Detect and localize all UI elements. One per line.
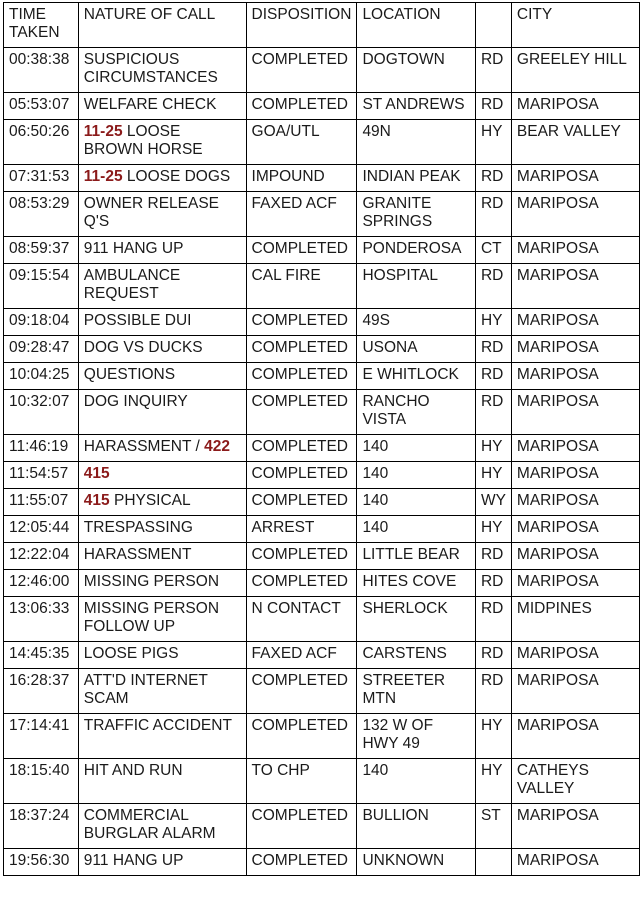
table-row — [4, 120, 640, 165]
header-nature-of-call: NATURE OF CALL — [78, 3, 246, 48]
table-row — [4, 93, 640, 120]
city-cell: MARIPOSA — [511, 165, 639, 192]
nature-text: COMMERCIAL BURGLAR ALARM — [83, 807, 216, 842]
time-taken-cell: 13:06:33 — [4, 597, 79, 642]
location-cell: 132 W OF HWY 49 — [357, 714, 476, 759]
table-row — [4, 48, 640, 93]
nature-text: HIT AND RUN — [83, 762, 183, 779]
nature-text: HARASSMENT / — [83, 438, 205, 455]
time-taken-cell: 12:46:00 — [4, 570, 79, 597]
road-type-cell: RD — [475, 570, 511, 597]
time-taken-cell: 18:15:40 — [4, 759, 79, 804]
city-cell: GREELEY HILL — [511, 48, 639, 93]
nature-text: POSSIBLE DUI — [83, 312, 192, 329]
location-cell: RANCHO VISTA — [357, 390, 476, 435]
call-code: 415 — [83, 465, 110, 482]
table-row — [4, 336, 640, 363]
nature-text: HARASSMENT — [83, 546, 192, 563]
location-cell: SHERLOCK — [357, 597, 476, 642]
location-cell: HITES COVE — [357, 570, 476, 597]
city-cell: MARIPOSA — [511, 363, 639, 390]
location-cell: LITTLE BEAR — [357, 543, 476, 570]
city-cell: MARIPOSA — [511, 570, 639, 597]
table-row — [4, 669, 640, 714]
time-taken-cell: 11:55:07 — [4, 489, 79, 516]
time-taken-cell: 09:28:47 — [4, 336, 79, 363]
table-row — [4, 264, 640, 309]
nature-of-call-cell — [78, 804, 246, 849]
header-road-type — [475, 3, 511, 48]
location-cell: USONA — [357, 336, 476, 363]
nature-of-call-cell — [78, 516, 246, 543]
disposition-cell: COMPLETED — [246, 462, 357, 489]
table-row — [4, 489, 640, 516]
time-taken-cell: 00:38:38 — [4, 48, 79, 93]
road-type-cell: WY — [475, 489, 511, 516]
road-type-cell: HY — [475, 516, 511, 543]
nature-of-call-cell — [78, 489, 246, 516]
call-code: 415 — [83, 492, 110, 509]
table-row — [4, 804, 640, 849]
table-row — [4, 192, 640, 237]
nature-text: DOG VS DUCKS — [83, 339, 203, 356]
table-row — [4, 390, 640, 435]
time-taken-cell: 07:31:53 — [4, 165, 79, 192]
nature-of-call-cell — [78, 93, 246, 120]
table-row — [4, 570, 640, 597]
nature-text: PHYSICAL — [109, 492, 191, 509]
disposition-cell: COMPLETED — [246, 669, 357, 714]
disposition-cell: COMPLETED — [246, 336, 357, 363]
nature-text: AMBULANCE REQUEST — [83, 267, 185, 302]
nature-of-call-cell — [78, 120, 246, 165]
time-taken-cell: 10:04:25 — [4, 363, 79, 390]
disposition-cell: TO CHP — [246, 759, 357, 804]
table-row — [4, 462, 640, 489]
location-cell: 140 — [357, 759, 476, 804]
table-row — [4, 363, 640, 390]
nature-of-call-cell — [78, 363, 246, 390]
nature-of-call-cell — [78, 642, 246, 669]
nature-of-call-cell — [78, 462, 246, 489]
time-taken-cell: 05:53:07 — [4, 93, 79, 120]
city-cell: MARIPOSA — [511, 462, 639, 489]
nature-of-call-cell — [78, 570, 246, 597]
disposition-cell: CAL FIRE — [246, 264, 357, 309]
table-row — [4, 642, 640, 669]
disposition-cell: COMPLETED — [246, 570, 357, 597]
location-cell: 140 — [357, 462, 476, 489]
road-type-cell: RD — [475, 48, 511, 93]
call-code: 11-25 — [83, 168, 123, 185]
table-row — [4, 237, 640, 264]
nature-text: LOOSE DOGS — [122, 168, 231, 185]
nature-of-call-cell — [78, 597, 246, 642]
time-taken-cell: 08:53:29 — [4, 192, 79, 237]
city-cell: MARIPOSA — [511, 93, 639, 120]
road-type-cell: RD — [475, 336, 511, 363]
city-cell: MARIPOSA — [511, 714, 639, 759]
disposition-cell: COMPLETED — [246, 93, 357, 120]
city-cell: MARIPOSA — [511, 390, 639, 435]
road-type-cell: HY — [475, 309, 511, 336]
nature-text: MISSING PERSON FOLLOW UP — [83, 600, 224, 635]
location-cell: PONDEROSA — [357, 237, 476, 264]
city-cell: MARIPOSA — [511, 489, 639, 516]
time-taken-cell: 14:45:35 — [4, 642, 79, 669]
disposition-cell: COMPLETED — [246, 714, 357, 759]
call-code: 11-25 — [83, 123, 123, 140]
city-cell: MARIPOSA — [511, 309, 639, 336]
table-row — [4, 849, 640, 876]
city-cell: MARIPOSA — [511, 264, 639, 309]
time-taken-cell: 19:56:30 — [4, 849, 79, 876]
table-row — [4, 309, 640, 336]
city-cell: MARIPOSA — [511, 192, 639, 237]
road-type-cell: ST — [475, 804, 511, 849]
location-cell: UNKNOWN — [357, 849, 476, 876]
nature-of-call-cell — [78, 336, 246, 363]
disposition-cell: COMPLETED — [246, 849, 357, 876]
city-cell: MARIPOSA — [511, 669, 639, 714]
time-taken-cell: 11:54:57 — [4, 462, 79, 489]
table-row — [4, 759, 640, 804]
disposition-cell: IMPOUND — [246, 165, 357, 192]
nature-text: TRAFFIC ACCIDENT — [83, 717, 232, 734]
header-city: CITY — [511, 3, 639, 48]
road-type-cell — [475, 849, 511, 876]
road-type-cell: RD — [475, 642, 511, 669]
table-row — [4, 597, 640, 642]
nature-text: WELFARE CHECK — [83, 96, 217, 113]
location-cell: INDIAN PEAK — [357, 165, 476, 192]
location-cell: 140 — [357, 435, 476, 462]
table-body — [4, 48, 640, 876]
city-cell: MARIPOSA — [511, 543, 639, 570]
time-taken-cell: 18:37:24 — [4, 804, 79, 849]
nature-text: OWNER RELEASE Q'S — [83, 195, 224, 230]
nature-text: LOOSE PIGS — [83, 645, 179, 662]
time-taken-cell: 12:22:04 — [4, 543, 79, 570]
road-type-cell: RD — [475, 543, 511, 570]
disposition-cell: COMPLETED — [246, 543, 357, 570]
city-cell: MARIPOSA — [511, 516, 639, 543]
road-type-cell: CT — [475, 237, 511, 264]
time-taken-cell: 10:32:07 — [4, 390, 79, 435]
city-cell: MARIPOSA — [511, 804, 639, 849]
city-cell: MARIPOSA — [511, 336, 639, 363]
header-time-taken: TIME TAKEN — [4, 3, 79, 48]
time-taken-cell: 17:14:41 — [4, 714, 79, 759]
nature-of-call-cell — [78, 192, 246, 237]
call-log-table — [3, 2, 640, 876]
location-cell: CARSTENS — [357, 642, 476, 669]
nature-text: MISSING PERSON — [83, 573, 220, 590]
nature-text: QUESTIONS — [83, 366, 176, 383]
nature-of-call-cell — [78, 237, 246, 264]
table-row — [4, 435, 640, 462]
road-type-cell: RD — [475, 192, 511, 237]
disposition-cell: COMPLETED — [246, 309, 357, 336]
disposition-cell: COMPLETED — [246, 489, 357, 516]
header-location: LOCATION — [357, 3, 476, 48]
nature-of-call-cell — [78, 759, 246, 804]
nature-of-call-cell — [78, 390, 246, 435]
location-cell: DOGTOWN — [357, 48, 476, 93]
disposition-cell: COMPLETED — [246, 435, 357, 462]
location-cell: 49S — [357, 309, 476, 336]
city-cell: MARIPOSA — [511, 237, 639, 264]
location-cell: GRANITE SPRINGS — [357, 192, 476, 237]
nature-of-call-cell — [78, 669, 246, 714]
road-type-cell: RD — [475, 669, 511, 714]
nature-of-call-cell — [78, 714, 246, 759]
nature-text: ATT'D INTERNET SCAM — [83, 672, 212, 707]
disposition-cell: FAXED ACF — [246, 192, 357, 237]
city-cell: MARIPOSA — [511, 849, 639, 876]
nature-of-call-cell — [78, 165, 246, 192]
disposition-cell: COMPLETED — [246, 363, 357, 390]
road-type-cell: HY — [475, 120, 511, 165]
nature-text: TRESPASSING — [83, 519, 193, 536]
road-type-cell: RD — [475, 264, 511, 309]
city-cell: CATHEYS VALLEY — [511, 759, 639, 804]
road-type-cell: HY — [475, 462, 511, 489]
nature-of-call-cell — [78, 309, 246, 336]
disposition-cell: GOA/UTL — [246, 120, 357, 165]
disposition-cell: COMPLETED — [246, 804, 357, 849]
disposition-cell: COMPLETED — [246, 390, 357, 435]
location-cell: BULLION — [357, 804, 476, 849]
nature-of-call-cell — [78, 264, 246, 309]
location-cell: HOSPITAL — [357, 264, 476, 309]
city-cell: BEAR VALLEY — [511, 120, 639, 165]
nature-text: LOOSE BROWN HORSE — [83, 123, 203, 158]
call-code: 422 — [204, 438, 230, 455]
nature-of-call-cell — [78, 435, 246, 462]
location-cell: STREETER MTN — [357, 669, 476, 714]
location-cell: 49N — [357, 120, 476, 165]
nature-of-call-cell — [78, 543, 246, 570]
location-cell: 140 — [357, 516, 476, 543]
nature-text: 911 HANG UP — [83, 240, 184, 257]
disposition-cell: ARREST — [246, 516, 357, 543]
time-taken-cell: 09:18:04 — [4, 309, 79, 336]
disposition-cell: N CONTACT — [246, 597, 357, 642]
road-type-cell: RD — [475, 363, 511, 390]
road-type-cell: RD — [475, 93, 511, 120]
table-row — [4, 516, 640, 543]
city-cell: MARIPOSA — [511, 435, 639, 462]
table-row — [4, 165, 640, 192]
nature-text: SUSPICIOUS CIRCUMSTANCES — [83, 51, 218, 86]
location-cell: 140 — [357, 489, 476, 516]
disposition-cell: COMPLETED — [246, 48, 357, 93]
time-taken-cell: 08:59:37 — [4, 237, 79, 264]
road-type-cell: HY — [475, 759, 511, 804]
nature-text: DOG INQUIRY — [83, 393, 188, 410]
time-taken-cell: 12:05:44 — [4, 516, 79, 543]
table-header-row — [4, 3, 640, 48]
nature-of-call-cell — [78, 48, 246, 93]
road-type-cell: HY — [475, 714, 511, 759]
road-type-cell: HY — [475, 435, 511, 462]
time-taken-cell: 06:50:26 — [4, 120, 79, 165]
nature-text: 911 HANG UP — [83, 852, 184, 869]
road-type-cell: RD — [475, 597, 511, 642]
table-row — [4, 714, 640, 759]
location-cell: ST ANDREWS — [357, 93, 476, 120]
disposition-cell: FAXED ACF — [246, 642, 357, 669]
location-cell: E WHITLOCK — [357, 363, 476, 390]
table-row — [4, 543, 640, 570]
city-cell: MARIPOSA — [511, 642, 639, 669]
time-taken-cell: 16:28:37 — [4, 669, 79, 714]
header-disposition: DISPOSITION — [246, 3, 357, 48]
time-taken-cell: 09:15:54 — [4, 264, 79, 309]
road-type-cell: RD — [475, 390, 511, 435]
disposition-cell: COMPLETED — [246, 237, 357, 264]
nature-of-call-cell — [78, 849, 246, 876]
road-type-cell: RD — [475, 165, 511, 192]
city-cell: MIDPINES — [511, 597, 639, 642]
time-taken-cell: 11:46:19 — [4, 435, 79, 462]
